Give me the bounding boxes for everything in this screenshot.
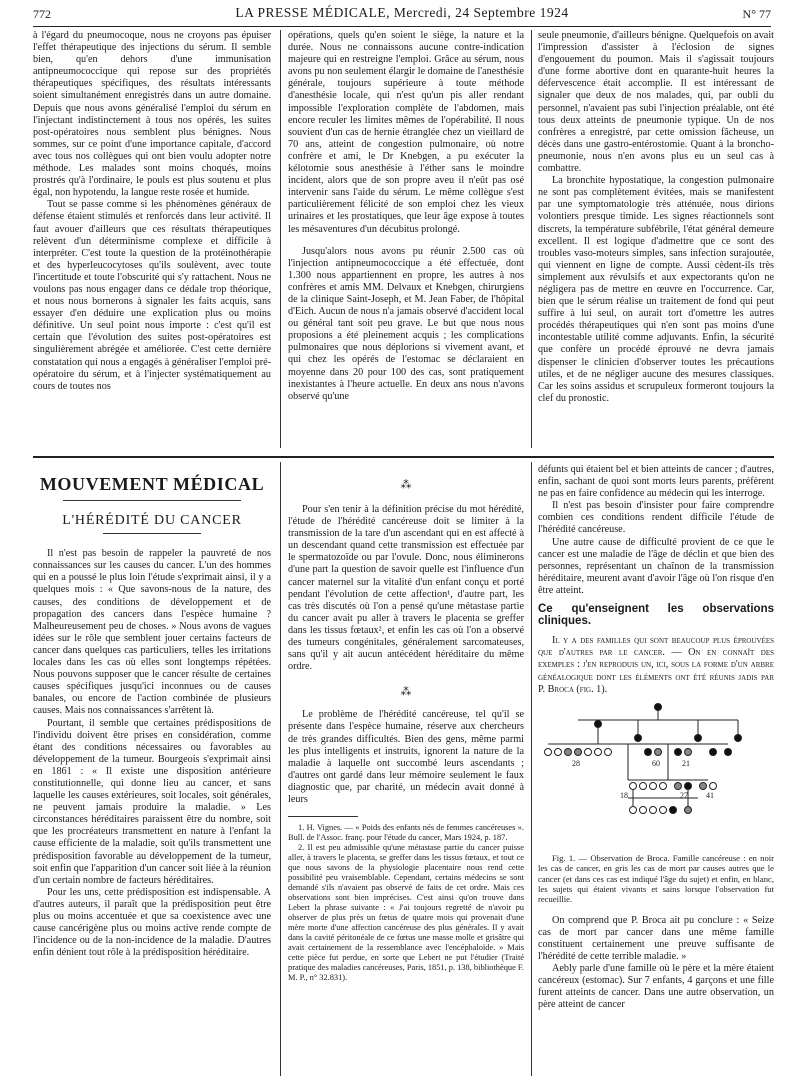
paragraph: Pourtant, il semble que certaines prédispositions de l'individu doivent être prises en considération, comme étant des conditions nécessaires ou favorables au développement de la tumeur. Bourgeois s'exprimait ainsi en 1861 : « Il existe une disposition antérieure constitutionnelle, qui donne lieu au cancer, et sans laquelle les causes extérieures, soit locales, soit générales, ne peuvent jamais produire la maladie. » Les circonstances héréditaires paraissent être du nombre, soit que les procréateurs transmettent en nature à l'enfant la cause efficiente de la maladie, soit qu'ils transmettent une prédisposition favorable au développement de la tumeur, soit enfin que l'apparition d'un cancer soit liée à la réunion d'un certain nombre de facteurs héréditaires. (33, 717, 271, 886)
pedigree-figure (538, 702, 774, 847)
column-rule (531, 462, 532, 1076)
journal-title: LA PRESSE MÉDICALE, Mercredi, 24 Septembre 1924 (235, 5, 569, 20)
paragraph: On comprend que P. Broca ait pu conclure : « Seize cas de mort par cancer dans une même famille constituent certainement une preuve suffisante de l'hérédité de cette terrible maladie. » (538, 914, 774, 962)
figure-caption: Fig. 1. — Observation de Broca. Famille cancéreuse : en noir les cas de cancer, en gris les cas de mort par causes autres que le cancer (et dans ces cas est indiqué l'âge du sujet) et enfin, en blanc, les sujets qui étaient vivants et sains lorsque l'observation fut recueillie. (538, 852, 774, 905)
paragraph: Une autre cause de difficulté provient de ce que le cancer est une maladie de l'âge de déclin et que bien des personnes, représentant un chaînon de la transmission héréditaire, meurent avant d'avoir l'âge où l'on risque d'en être atteint. (538, 536, 774, 596)
title-rule (63, 500, 241, 501)
top-column-1 (33, 30, 271, 450)
footnote-rule (288, 816, 358, 817)
paragraph: seule pneumonie, d'ailleurs bénigne. Quelquefois on avait l'impression d'assister à l'éclosion de signes d'engouement du poumon. Mais il s'agissait toujours d'une forme abortive dont en quarante-huit heures la défervescence était accomplie. Il est intéressant de signaler que deux de nos malades, qui, par oubli du personnel, n'avaient pas subi l'injection préalable, ont été tous deux atteints de pneumonie typique. Un de nos confrères a enregistré, par cette omission fâcheuse, un décès dans une gastro-entérostomie. Quant à la broncho-pneumonie, nous n'en avons plus eu un seul cas à combattre. (538, 30, 774, 175)
age-label: 41 (706, 790, 714, 800)
paragraph: La bronchite hypostatique, la congestion pulmonaire ne sont pas complètement évitées, mais se manifestent par une symptomatologie très atténuée, nous dirions volontiers presque timide. Les signes réactionnels sont discrets, la température subfébrile, l'état général demeure excellent. Il est logique d'admettre que ce sont des troubles vaso-moteurs simples, sans infection surajoutée, qui viennent en ligne de compte. Aussi cèdent-ils très simplement aux révulsifs et aux expectorants qu'on ne négligera pas de mettre en œuvre en l'occurrence. Car, bien que le sérum réalise un traitement de fond qui peut suffire à lui seul, on aurait tort d'omettre les autres procédés thérapeutiques qui n'en sont pas moins d'une incontestable utilité comme adjuvants. Enfin, la sécurité que confère un procédé éprouvé ne devra jamais dispenser le clinicien d'observer toutes les précautions utiles, et de ne négliger aucune des mesures classiques. Car les soins assidus et scrupuleux formeront toujours la clef du pronostic. (538, 175, 774, 404)
title-rule (103, 533, 201, 534)
section-stars: ⁂ (400, 686, 412, 699)
age-label: 60 (652, 758, 660, 768)
age-label: 21 (682, 758, 690, 768)
column-rule (280, 462, 281, 1076)
age-label: 18 (620, 790, 628, 800)
issue-number: N° 77 (742, 7, 771, 21)
top-column-2 (288, 30, 524, 450)
top-column-3 (538, 30, 774, 450)
paragraph: à l'égard du pneumocoque, nous ne croyons pas épuiser l'effet thérapeutique des injections du sérum. Il semble bien, qu'en dehors d'une immunisation antipneumococcique qui repose sur des propriétés thérapeutiques spécifiques, des résultats intéressants soient simultanément enregistrés dans un autre domaine. Depuis que nous avons généralisé l'emploi du sérum en l'injectant indistinctement à tous nos opérés, les suites post-opératoires nous semblent plus bénignes. Nous sommes, sur ce point d'une importance capitale, d'accord avec tous nos collègues qui ont bien voulu adopter notre méthode. Les malades sont moins choqués, moins prostrés qu'à l'ordinaire, le pouls est plus soutenu et plus égal, non hypotendu, la langue reste rosée et humide. (33, 30, 271, 199)
paragraph: Il y a des familles qui sont beaucoup plus éprouvées que d'autres par le cancer. — On en connaît des exemples : j'en reproduis un, ici, sous la forme d'un arbre généalogique dont les éléments ont été réunis jadis par P. Broca (fig. 1). (538, 635, 774, 695)
paragraph: Jusqu'alors nous avons pu réunir 2.500 cas où l'injection antipneumococcique a été effectuée, dont 1.300 nous appartiennent en propre, les autres à nos confrères et amis MM. Delvaux et Knebgen, chirurgiens de la clinique Saint-Joseph, et M. Jean Faber, de l'hôpital d'Eich. Aucun de nous n'a jamais observé d'accident local ou général tant soit peu grave. Le but que nous nous proposions a été pleinement acquis ; les complications pulmonaires que nous déplorions si vivement avant, et qui chez les opérés de l'estomac se déclaraient en moyenne dans 20 pour 100 des cas, sont pratiquement inexistantes à l'heure actuelle. En deux ans nous n'avons observé qu'une (288, 245, 524, 402)
section-stars: ⁂ (400, 479, 412, 491)
pedigree-chart (538, 702, 774, 847)
paragraph: opérations, quels qu'en soient le siège, la nature et la durée. Nous ne connaissons aucune contre-indication majeure qui en restreigne l'emploi. Grâce au sérum, nous avons pu non seulement élargir le domaine de l'anesthésie générale, toujours supérieure à toute méthode d'anesthésie locale, qui n'est qu'un pis aller rendant impossible l'exploration complète de l'abdomen, mais encore reculer les limites mêmes de l'opérabilité. Il nous souvient d'un cas de hernie étranglée chez un vieillard de 70 ans, atteint de congestion pulmonaire, où notre confrère et ami, le Dr Knebgen, a pu exécuter la kélotomie sous anesthésie à l'éther sans le moindre incident, alors que de son propre aveu il n'eût pas osé intervenir sans l'aide du sérum. Le même collègue s'est particulièrement félicité de son emploi chez les vieux urinaires et les prostatiques, que leur âge expose à toutes les mésaventures d'un décubitus prolongé. (288, 30, 524, 235)
page-number: 772 (33, 7, 51, 21)
article-title: L'HÉRÉDITÉ DU CANCER (62, 513, 242, 529)
footnote: 1. H. Vignes. — « Poids des enfants nés de femmes cancéreuses ». Bull. de l'Assoc. franç. pour l'étude du cancer, Mars 1924, p. 187. (288, 823, 524, 843)
paragraph: Il n'est pas besoin de rappeler la pauvreté de nos connaissances sur les causes du cancer. L'un des hommes qui en a poussé le plus loin l'étude s'exprimait ainsi, il y a quelques mois : « Que savons-nous de la nature, des causes, des conditions de développement et de propagation des cancers dans l'espèce humaine ? Malheureusement peu de choses. » Nous avons de vagues idées sur le rôle que semblent jouer certains facteurs de cancer dans quelques cas particuliers, telles les irritations locales dans les cas où elles sont longtemps répétées. Nous pouvons supposer que le cancer résulte de certaines causes spécifiques jusqu'ici inconnues ou de causes banales, ou encore de l'action combinée de plusieurs causes. Mais nos connaissances s'arrêtent là. (33, 548, 271, 717)
age-label: 28 (572, 758, 580, 768)
subheading: Ce qu'enseignent les observations cliniques. (538, 603, 774, 628)
paragraph: Tout se passe comme si les phénomènes généraux de défense étaient stimulés et renforcés dans leur activité. Il faut avouer d'ailleurs que ces résultats thérapeutiques relèvent d'un déterminisme complexe et difficile à interpréter. C'est toute la question de la protéinothérapie et des hyperleucocytoses qu'ils soulèvent, avec toute l'incertitude et toute l'obscurité qui s'y rattachent. Nous ne voulons pas nous engager dans ce dédale trop théorique, et nous nous bornerons à signaler les faits acquis, sans essayer d'en déduire une explication plus ou moins définitive. Un seul point nous importe : c'est qu'il est certain que l'évolution des suites post-opératoires est singulièrement abrégée et améliorée. C'est cette dernière constatation qui nous a engagés à généraliser l'emploi pré-opératoire du sérum, et à l'injecter systématiquement au cours de toutes nos (33, 199, 271, 392)
running-header (33, 4, 771, 27)
paragraph: défunts qui étaient bel et bien atteints de cancer ; d'autres, enfin, sachant de quoi sont morts leurs parents, préfèrent ne pas en faire confidence au médecin qui les interroge. (538, 464, 774, 500)
bottom-column-2 (288, 464, 524, 1076)
paragraph: Le problème de l'hérédité cancéreuse, tel qu'il se présente dans l'espèce humaine, réserve aux chercheurs de très grandes difficultés. Bien des gens, même parmi les plus intelligents et instruits, ignorent la nature de la maladie à laquelle ont succombé leurs ascendants ; d'autres ont gardé dans leur mémoire seulement le faux diagnostic que, par charité, un médecin avait donné à leurs (288, 709, 524, 805)
paragraph: Aebly parle d'une famille où le père et la mère étaient cancéreux (estomac). Sur 7 enfants, 4 garçons et une fille furent atteints de cancer. Dans une autre observation, un père atteint de cancer (538, 963, 774, 1011)
paragraph: Il n'est pas besoin d'insister pour faire comprendre combien ces conditions rendent difficile l'étude de l'hérédité cancéreuse. (538, 500, 774, 536)
paragraph: Pour s'en tenir à la définition précise du mot hérédité, l'étude de l'hérédité cancéreuse doit se limiter à la transmission de la tare d'un ascendant qui en est affecté à un descendant quand cette transmission est effectuée par le spermatozoïde ou par l'ovule. Donc, nous éliminerons d'une part la question de savoir quelle est l'influence d'un cancer maternel sur la vitalité d'un enfant conçu et porté pendant l'évolution de cette affection¹, d'autre part, les cas très discutés où l'on a pensé qu'une métastase partie du cancer avait pu aller à travers le placenta se greffer dans les tissus fœtaux², et enfin les cas où l'on a observé des tumeurs congénitales, généralement sarcomateuses, sans qu'il y ait aucun antécédent héréditaire du même ordre. (288, 504, 524, 673)
footnote: 2. Il est peu admissible qu'une métastase partie du cancer puisse aller, à travers le placenta, se greffer dans les tissus fœtaux, et tout ce que nous savons de la physiologie placentaire nous rend cette possibilité peu vraisemblable. Cependant, certains médecins se sont demandé s'ils n'avaient pas observé de faits de cet ordre. Mais ces observations sont bien imprécises. C'est ainsi qu'on trouve dans Lebert la phrase suivante : « J'ai toujours regretté de n'avoir pu observer de plus près un fœtus de quatre mois qui provenait d'une mère morte d'une affection cancéreuse des plus générales. Il y avait dans la cavité péritonéale de ce fœtus une masse molle et grisâtre qui avait certainement de la ressemblance avec l'encéphaloïde. » Mais cette pièce fut perdue, en sorte que Lebert ne put l'étudier (Traité pratique des maladies cancéreuses, Paris, 1851, p. 138, bibliothèque F. M. P., n° 32.831). (288, 843, 524, 983)
age-label: 27 (680, 790, 688, 800)
bottom-column-3 (538, 464, 774, 1076)
column-rule (280, 30, 281, 448)
section-title: MOUVEMENT MÉDICAL (39, 474, 265, 494)
bottom-column-1 (33, 464, 271, 1076)
column-rule (531, 30, 532, 448)
section-divider (33, 456, 774, 458)
paragraph: Pour les uns, cette prédisposition est indispensable. A d'autres auteurs, il paraît que la prédisposition peut être plus ou moins accentuée et que sa coexistence avec une cause cancérigène plus ou moins active rende compte de l'incidence ou de la non-incidence de la maladie. D'autres enfin dénient tout rôle à la prédisposition héréditaire. (33, 886, 271, 959)
footnotes (288, 823, 524, 983)
